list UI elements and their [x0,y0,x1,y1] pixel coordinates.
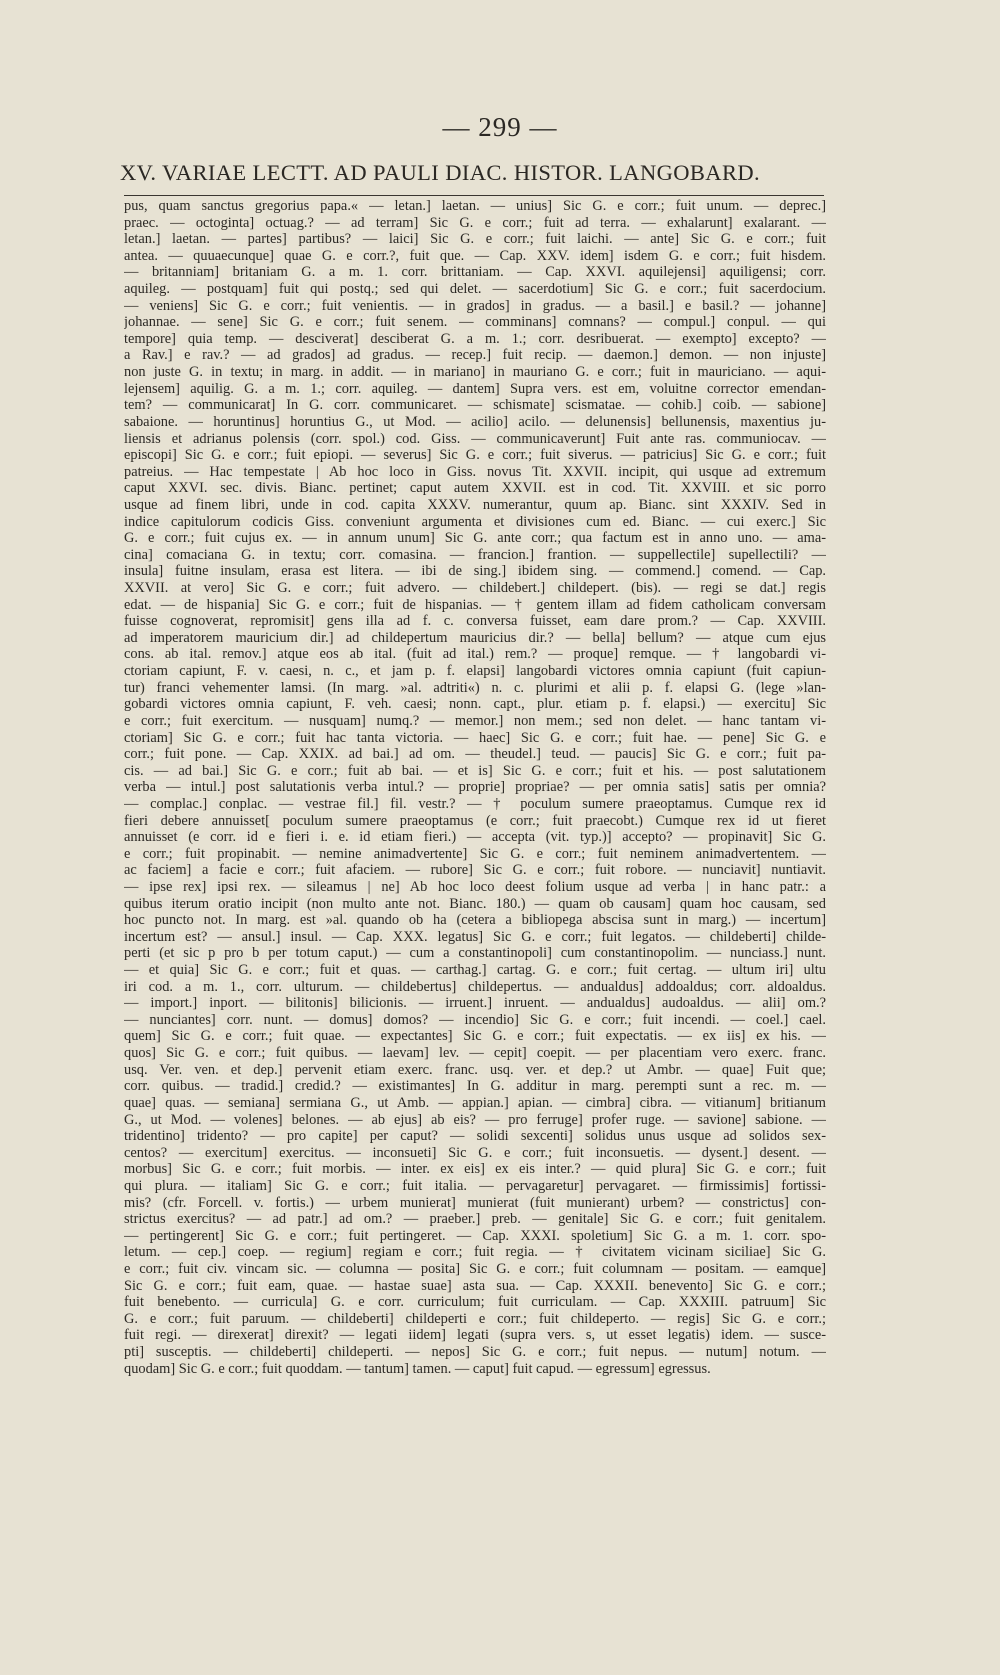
text-line: Sic G. e corr.; fuit eam, quae. — hastae suae] asta sua. — Cap. XXXII. benevento] Sic G. e corr.; [124,1277,826,1294]
text-line: mis? (cfr. Forcell. v. fortis.) — urbem munierat] munierat (fuit munierant) urbem? — constrictus] con- [124,1194,826,1211]
text-line: ctoriam] Sic G. e corr.; fuit hac tanta victoria. — haec] Sic G. e corr.; fuit hae. — pene] Sic G. e [124,729,826,746]
text-line: tempore] quia temp. — desciverat] desciberat G. a m. 1.; corr. desribuerat. — exempto] excepto? — [124,330,826,347]
text-line: gobardi victores omnia capiunt, F. veh. caesi; nonn. capt., plur. etiam p. f. elapsi.) — exercitu] Sic [124,696,826,713]
text-line: pti] susceptis. — childeberti] childeperti. — nepos] Sic G. e corr.; fuit nepus. — nutum] notum. — [124,1344,826,1361]
text-line: liensis et adrianus polensis (corr. spol.) cod. Giss. — communicaverunt] Fuit ante ras. communiocav. — [124,430,826,447]
text-line: quem] Sic G. e corr.; fuit quae. — expectantes] Sic G. e corr.; fuit expectatis. — ex iis] ex his. — [124,1028,826,1045]
text-line: hoc puncto not. In marg. est »al. quando ob ha (cetera a bibliopega abscisa sunt in marg.) — incertum] [124,912,826,929]
text-line: — veniens] Sic G. e corr.; fuit venientis. — in grados] in gradus. — a basil.] e basil.? — johanne] [124,297,826,314]
text-line: G. e corr.; fuit paruum. — childeberti] childeperti e corr.; fuit childeperto. — regis] Sic G. e corr.; [124,1310,826,1327]
text-line: incertum est? — ansul.] insul. — Cap. XXX. legatus] Sic G. e corr.; fuit legatos. — childeberti] childe- [124,928,826,945]
text-line: insula] fuitne insulam, erasa est litera. — ibi de sing.] ibidem sing. — commend.] comend. — Cap. [124,563,826,580]
text-line: e corr.; fuit civ. vincam sic. — columna — posita] Sic G. e corr.; fuit columnam — positam. — eamque] [124,1261,826,1277]
text-line: pus, quam sanctus gregorius papa.« — letan.] laetan. — unius] Sic G. e corr.; fuit unum. — deprec.] [124,198,826,214]
text-line: patreius. — Hac tempestate | Ab hoc loco in Giss. novus Tit. XXVII. incipit, qui usque ad extremum [124,463,826,480]
text-line: e corr.; fuit propinabit. — nemine animadvertente] Sic G. e corr.; fuit neminem animadvertentem. — [124,845,826,862]
text-line: — import.] inport. — bilitonis] bilicionis. — irruent.] inruent. — andualdus] audoaldus. — alii] om.? [124,995,826,1012]
text-line: fieri debere annuisset[ poculum sumere praeoptamus (e corr.; fuit praecobt.) Cumque rex id ut fieret [124,812,826,829]
header-rule [124,195,824,196]
text-line: — et quia] Sic G. e corr.; fuit et quas. — carthag.] cartag. G. e corr.; fuit certag. — ultum iri] ultu [124,962,826,979]
text-line: quae] quas. — semiana] sermiana G., ut Amb. — appian.] apian. — cimbra] cibra. — vitianum] britianum [124,1094,826,1111]
text-line: quos] Sic G. e corr.; fuit quibus. — laevam] lev. — cepit] coepit. — per placentiam vero exerc. franc. [124,1045,826,1062]
text-line: G. e corr.; fuit cujus ex. — in annum unum] Sic G. ante corr.; qua factum est in anno uno. — ama- [124,530,826,547]
text-line: edat. — de hispania] Sic G. e corr.; fuit de hispanias. — † gentem illam ad fidem catholicam conversam [124,596,826,613]
text-line: perti (et sic p pro b per totum caput.) — cum a constantinopoli] cum constantinopolim. — nunciass.] nunt. [124,945,826,962]
page-number: — 299 — [442,112,558,142]
text-line: verba — intul.] post salutationis verba intul.? — proprie] propriae? — per omnia satis] satis per omnia? [124,779,826,796]
text-line: — complac.] conplac. — vestrae fil.] fil. vestr.? — † poculum sumere praeoptamus. Cumque rex id [124,795,826,812]
text-line: praec. — octoginta] octuag.? — ad terram] Sic G. e corr.; fuit ad terra. — exhalarunt] exalarant. — [124,214,826,231]
text-line: a Rav.] e rav.? — ad grados] ad gradus. — recep.] fuit recip. — daemon.] demon. — non injuste] [124,347,826,364]
text-line: fuit regi. — direxerat] direxit? — legati iidem] legati (supra vers. s, ut esset legatis) idem. — susce- [124,1327,826,1344]
text-line: johannae. — sene] Sic G. e corr.; fuit senem. — comminans] comnans? — compul.] conpul. — qui [124,314,826,331]
text-line: tur) franci vehementer lamsi. (In marg. »al. adtriti«) n. c. plurimi et alii p. f. elapsi G. (lege »lan- [124,679,826,696]
text-line: G., ut Mod. — volenes] belones. — ab ejus] ab eis? — pro ferruge] profer ruge. — savione] sabione. — [124,1111,826,1128]
text-line: antea. — quuaecunque] quae G. e corr.?, fuit que. — Cap. XXV. idem] isdem G. e corr.; fuit hisdem. [124,247,826,264]
text-line: usque ad finem libri, unde in cod. capita XXXV. numerantur, quum ap. Bianc. sint XXXIV. Sed in [124,496,826,513]
text-line: iri cod. a m. 1., corr. ulturum. — childebertus] childepertus. — andualdus] addoaldus; corr. aldoaldus. [124,978,826,995]
text-line: non juste G. in textu; in marg. in addit. — in mariano] in mauriano G. e corr.; fuit in mauriciano. — aqui- [124,364,826,381]
text-line: fuit benebento. — curricula] G. e corr. curriculum; fuit curriculam. — Cap. XXXIII. patruum] Sic [124,1294,826,1311]
text-line: e corr.; fuit exercitum. — nusquam] numq.? — memor.] non mem.; sed non delet. — hanc tantam vi- [124,712,826,729]
text-line: cons. ab ital. remov.] atque eos ab ital. (fuit ad ital.) rem.? — proque] remque. — † langobardi vi- [124,646,826,663]
text-line: quibus iterum oratio incipit (non multo ante not. Bianc. 180.) — quam ob causam] quam hoc causam, sed [124,895,826,912]
text-line: — ipse rex] ipsi rex. — sileamus | ne] Ab hoc loco deest folium usque ad verba | in hanc patr.: a [124,878,826,895]
text-line: episcopi] Sic G. e corr.; fuit epiopi. — severus] Sic G. e corr.; fuit siverus. — patricius] Sic G. e corr.; fuit [124,447,826,464]
text-line: sabaione. — horuntinus] horuntius G., ut Mod. — acilio] acilo. — delunensis] bellunensis, maxentius ju- [124,413,826,430]
text-line: indice capitulorum codicis Giss. conveniunt argumenta et divisiones cum ed. Bianc. — cui exerc.] Sic [124,513,826,530]
text-line: fuisse cognoverat, repromisit] gens illa ad f. c. conversa fuisset, eam dare prom.? — Cap. XXVIII. [124,613,826,630]
variant-readings-text [124,198,826,1377]
text-line: letum. — cep.] coep. — regium] regiam e corr.; fuit regia. — † civitatem vicinam siciliae] Sic G. [124,1244,826,1261]
text-line: tridentino] tridento? — pro capite] per caput? — solidi sexcenti] solidus unus usque ad solidos sex- [124,1128,826,1145]
text-line: — pertingerent] Sic G. e corr.; fuit pertingeret. — Cap. XXXI. spoletium] Sic G. a m. 1. corr. spo- [124,1227,826,1244]
text-line: aquileg. — postquam] fuit qui postq.; sed qui delet. — sacerdotium] Sic G. e corr.; fuit sacerdocium. [124,281,826,298]
text-line: cina] comaciana G. in textu; corr. comasina. — francion.] frantion. — suppellectile] supellectili? — [124,546,826,563]
text-line: caput XXVI. sec. divis. Bianc. pertinet; caput autem XXVII. est in cod. Tit. XXVIII. et sic porro [124,480,826,497]
text-line: tem? — communicarat] In G. corr. communicaret. — schismate] scismatae. — cohib.] coib. — sabione] [124,397,826,414]
text-line: usq. Ver. ven. et dep.] pervenit etiam exerc. franc. usq. ver. et dep.? ut Ambr. — quae] Fuit que; [124,1061,826,1078]
text-line: XXVII. at vero] Sic G. e corr.; fuit advero. — childebert.] childepert. (bis). — regi se dat.] regis [124,580,826,597]
text-line: ad imperatorem mauricium dir.] ad childepertum mauricius dir.? — bella] bellum? — atque cum ejus [124,629,826,646]
text-line: morbus] Sic G. e corr.; fuit morbis. — inter. ex eis] ex eis inter.? — quid plura] Sic G. e corr.; fuit [124,1161,826,1178]
text-line: cis. — ad bai.] Sic G. e corr.; fuit ab bai. — et is] Sic G. e corr.; fuit et his. — post salutationem [124,762,826,779]
text-line: strictus exercitus? — ad patr.] ad om.? — praeber.] preb. — genitale] Sic G. e corr.; fuit genitalem. [124,1211,826,1228]
text-line: — britanniam] britaniam G. a m. 1. corr. brittaniam. — Cap. XXVI. aquilejensi] aquiligensi; corr. [124,264,826,281]
text-line: quodam] Sic G. e corr.; fuit quoddam. — tantum] tamen. — caput] fuit capud. — egressum] egressus. [124,1360,711,1377]
text-line: qui plura. — italiam] Sic G. e corr.; fuit italia. — pervagaretur] pervagaret. — firmissimis] fortissi- [124,1177,826,1194]
text-line: corr.; fuit pone. — Cap. XXIX. ad bai.] ad om. — theudel.] teud. — paucis] Sic G. e corr.; fuit pa- [124,746,826,763]
text-line: ac faciem] a facie e corr.; fuit afaciem. — rubore] Sic G. e corr.; fuit robore. — nunciavit] nuntiavit. [124,862,826,879]
text-line: lejensem] aquilig. G. a m. 1.; corr. aquileg. — dantem] Supra vers. est em, voluitne corrector emendan- [124,380,826,397]
text-line: — nunciantes] corr. nunt. — domus] domos? — incendio] Sic G. e corr.; fuit incendi. — coel.] cael. [124,1011,826,1028]
text-line: corr. quibus. — tradid.] credid.? — existimantes] In G. additur in marg. perempti sunt a rec. m. — [124,1078,826,1095]
text-line: annuisset (e corr. id e fieri i. e. id etiam fieri.) — accepta (vit. typ.)] accepto? — propinavit] Sic G. [124,829,826,846]
text-line: centos? — exercitum] exercitus. — inconsueti] Sic G. e corr.; fuit inconsuetis. — dysent.] desent. — [124,1144,826,1161]
text-line: letan.] laetan. — partes] partibus? — laici] Sic G. e corr.; fuit laichi. — ante] Sic G. e corr.; fuit [124,231,826,248]
text-line: ctoriam capiunt, F. v. caesi, n. c., et jam p. f. elapsi] langobardi victores omnia capiunt (fuit capiun- [124,663,826,680]
running-head: XV. VARIAE LECTT. AD PAULI DIAC. HISTOR. LANGOBARD. [120,160,761,185]
